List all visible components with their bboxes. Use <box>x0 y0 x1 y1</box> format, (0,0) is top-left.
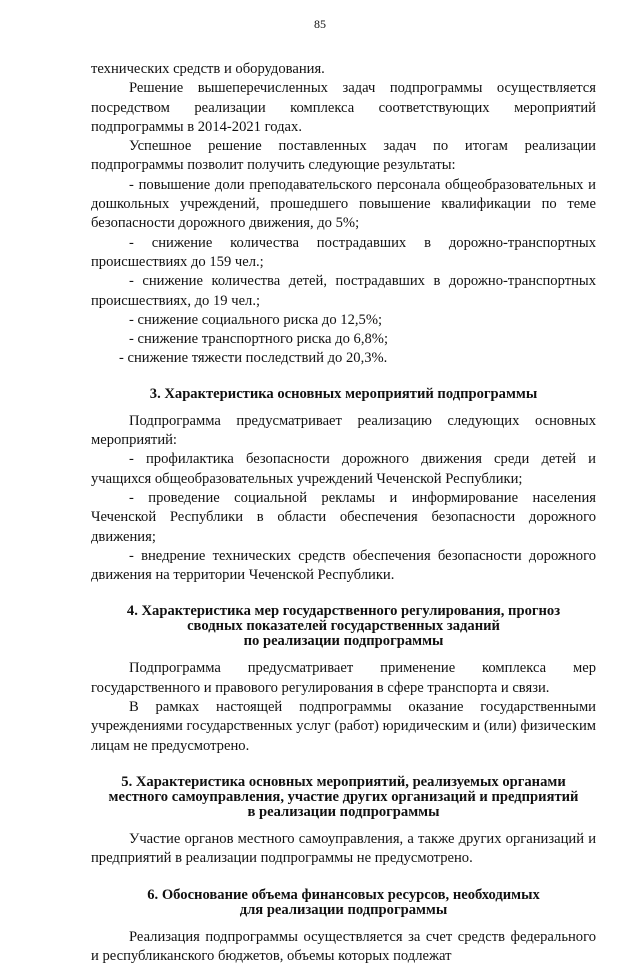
result-item: - снижение тяжести последствий до 20,3%. <box>91 349 596 368</box>
heading-line: для реализации подпрограммы <box>91 903 596 918</box>
page-number: 85 <box>0 15 640 34</box>
measure-item: - проведение социальной рекламы и информирование населения Чеченской Республики в области обеспечения безопасности дорожного движения; <box>91 489 596 547</box>
paragraph: технических средств и оборудования. <box>91 60 596 79</box>
section-4-heading <box>91 604 596 649</box>
paragraph: Реализация подпрограммы осуществляется за счет средств федерального и республиканского бюджетов, объемы которых подлежат <box>91 928 596 966</box>
paragraph: Подпрограмма предусматривает реализацию следующих основных мероприятий: <box>91 412 596 451</box>
measure-item: - профилактика безопасности дорожного движения среди детей и учащихся общеобразовательных учреждений Чеченской Республики; <box>91 450 596 489</box>
result-item: - снижение количества пострадавших в дорожно-транспортных происшествиях до 159 чел.; <box>91 234 596 273</box>
heading-line: по реализации подпрограммы <box>91 634 596 649</box>
result-item: - снижение количества детей, пострадавших в дорожно-транспортных происшествиях, до 19 чел.; <box>91 272 596 311</box>
paragraph: В рамках настоящей подпрограммы оказание государственными учреждениями государственных услуг (работ) юридическим и (или) физическим лицам не предусмотрено. <box>91 698 596 756</box>
heading-line: 5. Характеристика основных мероприятий, реализуемых органами <box>91 775 596 790</box>
measure-item: - внедрение технических средств обеспечения безопасности дорожного движения на территории Чеченской Республики. <box>91 547 596 586</box>
heading-line: в реализации подпрограммы <box>91 805 596 820</box>
result-item: - повышение доли преподавательского персонала общеобразовательных и дошкольных учреждений, прошедшего повышение квалификации по теме безопасности дорожного движения, до 5%; <box>91 176 596 234</box>
section-3-heading: 3. Характеристика основных мероприятий подпрограммы <box>91 387 596 402</box>
section-5-heading <box>91 775 596 820</box>
paragraph: Решение вышеперечисленных задач подпрограммы осуществляется посредством реализации комплекса соответствующих мероприятий подпрограммы в 2014-2021 годах. <box>91 79 596 137</box>
section-6-heading <box>91 888 596 918</box>
result-item: - снижение социального риска до 12,5%; <box>91 311 596 330</box>
heading-line: местного самоуправления, участие других организаций и предприятий <box>91 790 596 805</box>
paragraph: Участие органов местного самоуправления, а также других организаций и предприятий в реализации подпрограммы не предусмотрено. <box>91 830 596 869</box>
heading-line: 6. Обоснование объема финансовых ресурсов, необходимых <box>91 888 596 903</box>
heading-line: сводных показателей государственных заданий <box>91 619 596 634</box>
paragraph: Подпрограмма предусматривает применение комплекса мер государственного и правового регулирования в сфере транспорта и связи. <box>91 659 596 698</box>
heading-line: 4. Характеристика мер государственного регулирования, прогноз <box>91 604 596 619</box>
result-item: - снижение транспортного риска до 6,8%; <box>91 330 596 349</box>
paragraph: Успешное решение поставленных задач по итогам реализации подпрограммы позволит получить следующие результаты: <box>91 137 596 176</box>
page-content <box>91 60 596 966</box>
